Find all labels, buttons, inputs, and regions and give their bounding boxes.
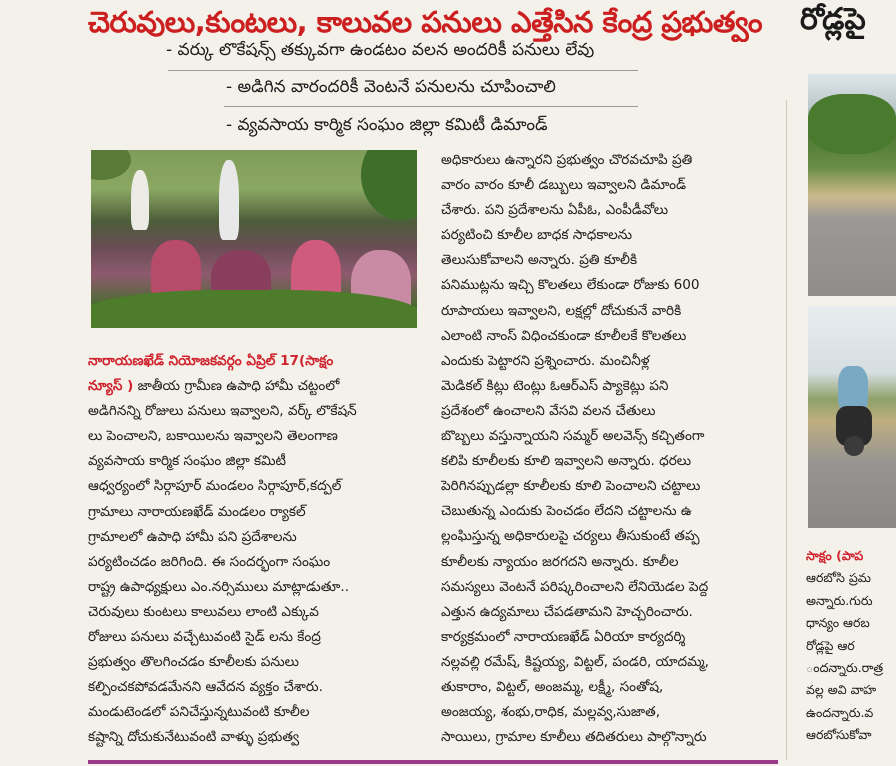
subhead-2: - అడిగిన వారందరికీ వెంటనే పనులను చూపించాలి bbox=[226, 77, 556, 97]
side-line: రోడ్లపై ఆర bbox=[806, 637, 855, 653]
article-line: రాష్ట్ర ఉపాధ్యక్షులు ఎం.నర్సిములు మాట్లాడుతూ.. bbox=[88, 578, 350, 595]
bottom-rule bbox=[88, 760, 778, 764]
article-line: తుకారాం, విట్టల్, అంజమ్మ, లక్ష్మీ, సంతోష, bbox=[441, 678, 664, 695]
article-line: కష్టాన్ని దోచుకునేటువంటి వాళ్ళు ప్రభుత్వ bbox=[88, 729, 300, 746]
subhead-1: - వర్కు లొకేషన్స్ తక్కువగా ఉండటం వలన అందరికీ పనులు లేవు bbox=[166, 40, 595, 60]
article-line: పనిముట్లను ఇచ్చి కొలతలు లేకుండా రోజుకు 600 bbox=[441, 277, 700, 294]
article-line: గ్రామాలలో ఉపాధి హామీ పని ప్రదేశాలను bbox=[88, 528, 297, 545]
article-line: రోజులు పనులు వచ్చేటువంటి సైడ్ లను కేంద్ర bbox=[88, 629, 321, 646]
side-line: ందన్నారు.రాత్ర bbox=[806, 659, 884, 675]
article-line: ఎత్తున ఉద్యమాలు చేపడతామని హెచ్చరించారు. bbox=[441, 603, 693, 620]
side-photo-road bbox=[808, 74, 896, 296]
article-line: లు పెంచాలని, బకాయిలను ఇవ్వాలని తెలంగాణ bbox=[88, 428, 338, 445]
article-line: చెబుతున్న ఎందుకు పెంచడం లేదని చట్టాలను ఉ bbox=[441, 503, 692, 520]
article-line: వ్యవసాయ కార్మిక సంఘం జిల్లా కమిటీ bbox=[88, 453, 286, 470]
article-line: రూపాయలు ఇవ్వాలని, లక్షల్లో దోచుకునే వారికి bbox=[441, 302, 682, 319]
article-line: కల్పించకపోవడమేనని ఆవేదన వ్యక్తం చేశారు. bbox=[88, 679, 323, 696]
side-line: ఆరబోసి ప్రమ bbox=[806, 570, 871, 586]
article-line: ప్రదేశంలో ఉంచాలని వేసవి వలన చేతులు bbox=[441, 402, 656, 419]
subhead-3: - వ్యవసాయ కార్మిక సంఘం జిల్లా కమిటీ డిమాండ్ bbox=[226, 115, 548, 135]
article-line: చెరువులు కుంటలు కాలువలు లాంటి ఎక్కువ bbox=[88, 603, 319, 620]
article-line: అంజయ్య, శంభు,రాధిక, మల్లవ్వ,సుజాత, bbox=[441, 704, 661, 721]
article-photo bbox=[91, 150, 417, 328]
article-line: అడిగినన్ని రోజులు పనులు ఇవ్వాలని, వర్క్ లొకేషన్ bbox=[88, 403, 357, 420]
side-headline: రోడ్లపై bbox=[800, 2, 866, 37]
article-line: వారం వారం కూలీ డబ్బులు ఇవ్వాలని డిమాండ్ bbox=[441, 177, 687, 194]
side-photo-motorbike bbox=[808, 306, 896, 528]
side-line: ఆరబోసుకోవా bbox=[806, 727, 872, 743]
side-line: వల్ల అవి వాహ bbox=[806, 682, 877, 698]
article-line: పర్యటించి కూలీల బాధక సాధకాలను bbox=[441, 227, 633, 244]
headline: చెరువులు,కుంటలు, కాలువల పనులు ఎత్తేసిన కేంద్ర ప్రభుత్వం bbox=[88, 5, 763, 39]
subhead-divider bbox=[168, 70, 638, 71]
article-column-right bbox=[441, 148, 774, 750]
article-line: కలిపి కూలీలకు కూలి ఇవ్వాలని అన్నారు. ధరలు bbox=[441, 453, 692, 470]
article-line: గ్రామాలు నారాయణఖేడ్ మండలం ర్యాకల్ bbox=[88, 503, 306, 520]
article-line: నల్లవల్లి రమేష్, కిష్టయ్య, విట్టల్, పండరి, యాదమ్మ, bbox=[441, 653, 709, 670]
article-line: కార్యక్రమంలో నారాయణఖేడ్ ఏరియా కార్యదర్శి bbox=[441, 628, 686, 645]
article-line: కూలీలకు న్యాయం జరగదని అన్నారు. కూలీల bbox=[441, 553, 679, 570]
side-line: అన్నారు.గురు bbox=[806, 592, 873, 608]
article-line: సాయిలు, గ్రామాల కూలీలు తదితరులు పాల్గొన్నారు bbox=[441, 729, 707, 746]
article-line: మండుటెండలో పనిచేస్తున్నటువంటి కూలీల bbox=[88, 704, 310, 721]
side-line: ఉందన్నారు.వ bbox=[806, 704, 874, 720]
article-line: పర్యటించడం జరిగింది. ఈ సందర్భంగా సంఘం bbox=[88, 553, 331, 570]
article-line: ఎలాంటి నాంస్ విధించకుండా కూలీలకే కొలతలు bbox=[441, 327, 687, 344]
article-line: సమస్యలు వెంటనే పరిష్కరించాలని లేనియెడల పెద్ద bbox=[441, 578, 709, 595]
side-article-text bbox=[806, 545, 896, 747]
article-line: పెరిగినప్పుడల్లా కూలీలకు కూలి పెంచాలని చట్టాలు bbox=[441, 478, 701, 495]
article-line: ఆధ్వర్యంలో సిర్గాపూర్ మండలం సిర్గాపూర్,కద్పల్ bbox=[88, 478, 342, 495]
article-line: తెలుసుకోవాలని అన్నారు. ప్రతి కూలీకి bbox=[441, 252, 638, 269]
subhead-divider bbox=[224, 106, 638, 107]
article-column-left bbox=[88, 349, 419, 751]
article-line: మెడికల్ కిట్లు టెంట్లు ఓఆర్ఎస్ ప్యాకెట్లు పని bbox=[441, 377, 669, 394]
article-line: ల్లంఘిస్తున్న అధికారులపై చర్యలు తీసుకుంటే తప్ప bbox=[441, 528, 700, 545]
dateline: నారాయణఖేడ్ నియోజకవర్గం ఏప్రిల్ 17(సాక్షం bbox=[88, 353, 334, 369]
dateline-cont: న్యూస్ ) bbox=[88, 378, 134, 395]
article-line: అధికారులు ఉన్నారని ప్రభుత్వం చొరవచూపి ప్రతి bbox=[441, 152, 693, 168]
article-line: బొబ్బలు వస్తున్నాయని సమ్మర్ అలవెన్స్ కచ్చితంగా bbox=[441, 428, 705, 445]
article-line: ఎందుకు పెట్టారని ప్రశ్నించారు. మంచినీళ్ల bbox=[441, 352, 650, 369]
column-divider bbox=[786, 100, 787, 760]
article-text: జాతీయ గ్రామీణ ఉపాధి హామీ చట్టంలో bbox=[133, 378, 340, 395]
side-line: ధాన్యం ఆరబ bbox=[806, 615, 870, 631]
article-line: చేశారు. పని ప్రదేశాలను ఏపీఓ, ఎంపీడీవోలు bbox=[441, 202, 669, 219]
article-line: ప్రభుత్వం తొలగించడం కూలీలకు పనులు bbox=[88, 654, 300, 671]
side-dateline: సాక్షం (పాప bbox=[806, 548, 864, 563]
